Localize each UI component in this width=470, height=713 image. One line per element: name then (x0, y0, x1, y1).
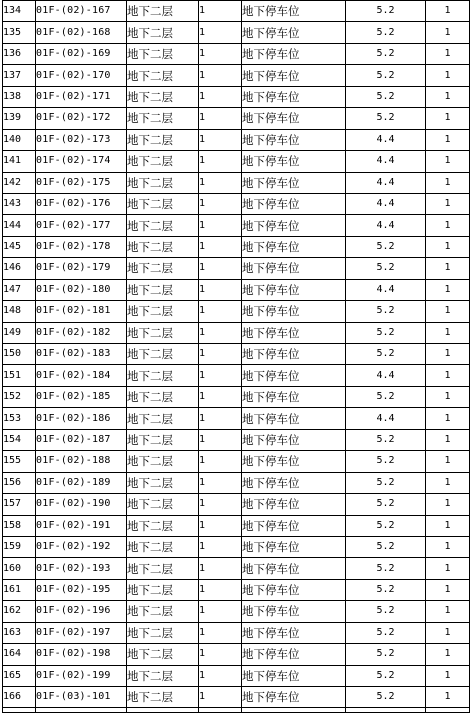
count-cell: 1 (426, 386, 470, 407)
empty-cell (242, 708, 346, 713)
count-cell: 1 (426, 108, 470, 129)
space-type-cell: 地下停车位 (242, 258, 346, 279)
space-code-cell: 01F-(02)-173 (36, 129, 127, 150)
space-type-cell: 地下停车位 (242, 494, 346, 515)
space-code-cell: 01F-(02)-191 (36, 515, 127, 536)
table-row (3, 536, 470, 557)
row-number-cell: 161 (3, 579, 36, 600)
space-code-cell: 01F-(02)-196 (36, 601, 127, 622)
floor-cell: 地下二层 (127, 258, 199, 279)
floor-cell: 地下二层 (127, 365, 199, 386)
space-type-cell: 地下停车位 (242, 129, 346, 150)
quantity-cell: 1 (199, 429, 242, 450)
quantity-cell: 1 (199, 515, 242, 536)
area-cell: 5.2 (346, 108, 426, 129)
count-cell: 1 (426, 301, 470, 322)
count-cell: 1 (426, 236, 470, 257)
quantity-cell: 1 (199, 215, 242, 236)
table-row (3, 322, 470, 343)
space-code-cell: 01F-(02)-171 (36, 86, 127, 107)
space-code-cell: 01F-(02)-199 (36, 665, 127, 686)
area-cell: 4.4 (346, 408, 426, 429)
space-code-cell: 01F-(02)-169 (36, 43, 127, 64)
quantity-cell: 1 (199, 451, 242, 472)
row-number-cell: 160 (3, 558, 36, 579)
empty-cell (127, 708, 199, 713)
row-number-cell: 143 (3, 193, 36, 214)
floor-cell: 地下二层 (127, 451, 199, 472)
count-cell: 1 (426, 65, 470, 86)
area-cell: 5.2 (346, 472, 426, 493)
space-type-cell: 地下停车位 (242, 65, 346, 86)
row-number-cell: 162 (3, 601, 36, 622)
row-number-cell: 156 (3, 472, 36, 493)
floor-cell: 地下二层 (127, 472, 199, 493)
table-row (3, 558, 470, 579)
row-number-cell: 151 (3, 365, 36, 386)
area-cell: 5.2 (346, 86, 426, 107)
floor-cell: 地下二层 (127, 65, 199, 86)
row-number-cell: 142 (3, 172, 36, 193)
table-row (3, 622, 470, 643)
space-code-cell: 01F-(02)-183 (36, 344, 127, 365)
quantity-cell: 1 (199, 43, 242, 64)
count-cell: 1 (426, 622, 470, 643)
space-code-cell: 01F-(02)-179 (36, 258, 127, 279)
space-type-cell: 地下停车位 (242, 215, 346, 236)
area-cell: 5.2 (346, 22, 426, 43)
row-number-cell: 152 (3, 386, 36, 407)
floor-cell: 地下二层 (127, 301, 199, 322)
table-row (3, 644, 470, 665)
quantity-cell: 1 (199, 386, 242, 407)
space-type-cell: 地下停车位 (242, 301, 346, 322)
space-code-cell: 01F-(02)-168 (36, 22, 127, 43)
row-number-cell: 145 (3, 236, 36, 257)
quantity-cell: 1 (199, 301, 242, 322)
count-cell: 1 (426, 536, 470, 557)
table-row (3, 86, 470, 107)
floor-cell: 地下二层 (127, 515, 199, 536)
count-cell: 1 (426, 451, 470, 472)
quantity-cell: 1 (199, 536, 242, 557)
space-type-cell: 地下停车位 (242, 86, 346, 107)
space-type-cell: 地下停车位 (242, 429, 346, 450)
space-type-cell: 地下停车位 (242, 558, 346, 579)
floor-cell: 地下二层 (127, 172, 199, 193)
area-cell: 4.4 (346, 172, 426, 193)
count-cell: 1 (426, 408, 470, 429)
space-type-cell: 地下停车位 (242, 365, 346, 386)
table-row (3, 215, 470, 236)
count-cell: 1 (426, 601, 470, 622)
table-row (3, 601, 470, 622)
quantity-cell: 1 (199, 494, 242, 515)
space-code-cell: 01F-(02)-188 (36, 451, 127, 472)
count-cell: 1 (426, 344, 470, 365)
space-type-cell: 地下停车位 (242, 451, 346, 472)
area-cell: 5.2 (346, 386, 426, 407)
row-number-cell: 146 (3, 258, 36, 279)
empty-cell (3, 708, 36, 713)
area-cell: 5.2 (346, 451, 426, 472)
count-cell: 1 (426, 515, 470, 536)
row-number-cell: 134 (3, 1, 36, 22)
quantity-cell: 1 (199, 665, 242, 686)
space-type-cell: 地下停车位 (242, 579, 346, 600)
space-code-cell: 01F-(02)-197 (36, 622, 127, 643)
area-cell: 5.2 (346, 601, 426, 622)
table-row (3, 258, 470, 279)
space-code-cell: 01F-(02)-181 (36, 301, 127, 322)
space-code-cell: 01F-(02)-190 (36, 494, 127, 515)
area-cell: 5.2 (346, 665, 426, 686)
space-code-cell: 01F-(02)-192 (36, 536, 127, 557)
space-code-cell: 01F-(02)-170 (36, 65, 127, 86)
count-cell: 1 (426, 494, 470, 515)
space-type-cell: 地下停车位 (242, 515, 346, 536)
row-number-cell: 136 (3, 43, 36, 64)
count-cell: 1 (426, 258, 470, 279)
count-cell: 1 (426, 429, 470, 450)
quantity-cell: 1 (199, 279, 242, 300)
space-code-cell: 01F-(02)-175 (36, 172, 127, 193)
space-code-cell: 01F-(02)-167 (36, 1, 127, 22)
row-number-cell: 138 (3, 86, 36, 107)
quantity-cell: 1 (199, 129, 242, 150)
table-row (3, 193, 470, 214)
area-cell: 5.2 (346, 258, 426, 279)
row-number-cell: 154 (3, 429, 36, 450)
table-body (3, 1, 470, 713)
space-type-cell: 地下停车位 (242, 386, 346, 407)
table-row (3, 43, 470, 64)
row-number-cell: 147 (3, 279, 36, 300)
table-row (3, 365, 470, 386)
quantity-cell: 1 (199, 558, 242, 579)
space-code-cell: 01F-(02)-189 (36, 472, 127, 493)
table-row (3, 665, 470, 686)
count-cell: 1 (426, 151, 470, 172)
space-type-cell: 地下停车位 (242, 322, 346, 343)
quantity-cell: 1 (199, 408, 242, 429)
table-row (3, 172, 470, 193)
space-code-cell: 01F-(02)-177 (36, 215, 127, 236)
floor-cell: 地下二层 (127, 579, 199, 600)
quantity-cell: 1 (199, 86, 242, 107)
table-row (3, 515, 470, 536)
space-code-cell: 01F-(02)-172 (36, 108, 127, 129)
table-row (3, 472, 470, 493)
space-type-cell: 地下停车位 (242, 472, 346, 493)
space-type-cell: 地下停车位 (242, 344, 346, 365)
count-cell: 1 (426, 322, 470, 343)
table-row (3, 1, 470, 22)
count-cell: 1 (426, 1, 470, 22)
floor-cell: 地下二层 (127, 22, 199, 43)
space-code-cell: 01F-(02)-178 (36, 236, 127, 257)
floor-cell: 地下二层 (127, 43, 199, 64)
quantity-cell: 1 (199, 108, 242, 129)
row-number-cell: 135 (3, 22, 36, 43)
empty-cell (346, 708, 426, 713)
table-row-cutoff (3, 708, 470, 713)
count-cell: 1 (426, 22, 470, 43)
row-number-cell: 163 (3, 622, 36, 643)
space-type-cell: 地下停车位 (242, 601, 346, 622)
area-cell: 4.4 (346, 215, 426, 236)
quantity-cell: 1 (199, 687, 242, 708)
table-row (3, 129, 470, 150)
table-row (3, 451, 470, 472)
count-cell: 1 (426, 172, 470, 193)
area-cell: 5.2 (346, 429, 426, 450)
space-type-cell: 地下停车位 (242, 43, 346, 64)
quantity-cell: 1 (199, 644, 242, 665)
floor-cell: 地下二层 (127, 536, 199, 557)
space-type-cell: 地下停车位 (242, 1, 346, 22)
space-type-cell: 地下停车位 (242, 622, 346, 643)
area-cell: 5.2 (346, 301, 426, 322)
area-cell: 4.4 (346, 151, 426, 172)
table-row (3, 494, 470, 515)
quantity-cell: 1 (199, 258, 242, 279)
quantity-cell: 1 (199, 236, 242, 257)
row-number-cell: 149 (3, 322, 36, 343)
floor-cell: 地下二层 (127, 558, 199, 579)
floor-cell: 地下二层 (127, 665, 199, 686)
table-row (3, 279, 470, 300)
quantity-cell: 1 (199, 365, 242, 386)
row-number-cell: 153 (3, 408, 36, 429)
area-cell: 5.2 (346, 65, 426, 86)
table-row (3, 429, 470, 450)
space-code-cell: 01F-(02)-187 (36, 429, 127, 450)
space-type-cell: 地下停车位 (242, 644, 346, 665)
area-cell: 4.4 (346, 279, 426, 300)
floor-cell: 地下二层 (127, 279, 199, 300)
floor-cell: 地下二层 (127, 408, 199, 429)
floor-cell: 地下二层 (127, 429, 199, 450)
floor-cell: 地下二层 (127, 344, 199, 365)
count-cell: 1 (426, 472, 470, 493)
empty-cell (426, 708, 470, 713)
area-cell: 4.4 (346, 129, 426, 150)
row-number-cell: 139 (3, 108, 36, 129)
row-number-cell: 150 (3, 344, 36, 365)
row-number-cell: 159 (3, 536, 36, 557)
table-row (3, 236, 470, 257)
row-number-cell: 148 (3, 301, 36, 322)
floor-cell: 地下二层 (127, 129, 199, 150)
quantity-cell: 1 (199, 601, 242, 622)
parking-space-table (2, 0, 470, 713)
table-row (3, 301, 470, 322)
table-row (3, 108, 470, 129)
floor-cell: 地下二层 (127, 622, 199, 643)
count-cell: 1 (426, 129, 470, 150)
row-number-cell: 166 (3, 687, 36, 708)
space-type-cell: 地下停车位 (242, 408, 346, 429)
count-cell: 1 (426, 215, 470, 236)
area-cell: 5.2 (346, 644, 426, 665)
empty-cell (36, 708, 127, 713)
space-type-cell: 地下停车位 (242, 279, 346, 300)
area-cell: 5.2 (346, 43, 426, 64)
floor-cell: 地下二层 (127, 236, 199, 257)
count-cell: 1 (426, 86, 470, 107)
space-code-cell: 01F-(03)-101 (36, 687, 127, 708)
space-code-cell: 01F-(02)-198 (36, 644, 127, 665)
space-type-cell: 地下停车位 (242, 665, 346, 686)
space-type-cell: 地下停车位 (242, 536, 346, 557)
space-code-cell: 01F-(02)-180 (36, 279, 127, 300)
quantity-cell: 1 (199, 22, 242, 43)
row-number-cell: 137 (3, 65, 36, 86)
count-cell: 1 (426, 687, 470, 708)
table-row (3, 65, 470, 86)
space-code-cell: 01F-(02)-185 (36, 386, 127, 407)
space-code-cell: 01F-(02)-184 (36, 365, 127, 386)
area-cell: 5.2 (346, 1, 426, 22)
area-cell: 5.2 (346, 322, 426, 343)
table-row (3, 22, 470, 43)
quantity-cell: 1 (199, 344, 242, 365)
quantity-cell: 1 (199, 322, 242, 343)
floor-cell: 地下二层 (127, 322, 199, 343)
count-cell: 1 (426, 579, 470, 600)
floor-cell: 地下二层 (127, 86, 199, 107)
space-code-cell: 01F-(02)-174 (36, 151, 127, 172)
table-row (3, 386, 470, 407)
row-number-cell: 158 (3, 515, 36, 536)
quantity-cell: 1 (199, 472, 242, 493)
floor-cell: 地下二层 (127, 108, 199, 129)
count-cell: 1 (426, 193, 470, 214)
count-cell: 1 (426, 558, 470, 579)
area-cell: 4.4 (346, 365, 426, 386)
count-cell: 1 (426, 279, 470, 300)
space-code-cell: 01F-(02)-176 (36, 193, 127, 214)
row-number-cell: 164 (3, 644, 36, 665)
space-code-cell: 01F-(02)-195 (36, 579, 127, 600)
count-cell: 1 (426, 665, 470, 686)
area-cell: 4.4 (346, 193, 426, 214)
table-row (3, 687, 470, 708)
area-cell: 5.2 (346, 622, 426, 643)
quantity-cell: 1 (199, 622, 242, 643)
count-cell: 1 (426, 365, 470, 386)
count-cell: 1 (426, 43, 470, 64)
floor-cell: 地下二层 (127, 644, 199, 665)
quantity-cell: 1 (199, 193, 242, 214)
area-cell: 5.2 (346, 536, 426, 557)
quantity-cell: 1 (199, 172, 242, 193)
area-cell: 5.2 (346, 515, 426, 536)
table-row (3, 344, 470, 365)
floor-cell: 地下二层 (127, 1, 199, 22)
table-row (3, 408, 470, 429)
space-type-cell: 地下停车位 (242, 172, 346, 193)
quantity-cell: 1 (199, 65, 242, 86)
area-cell: 5.2 (346, 494, 426, 515)
space-code-cell: 01F-(02)-193 (36, 558, 127, 579)
empty-cell (199, 708, 242, 713)
quantity-cell: 1 (199, 151, 242, 172)
space-type-cell: 地下停车位 (242, 236, 346, 257)
table-row (3, 579, 470, 600)
row-number-cell: 157 (3, 494, 36, 515)
floor-cell: 地下二层 (127, 193, 199, 214)
floor-cell: 地下二层 (127, 386, 199, 407)
floor-cell: 地下二层 (127, 494, 199, 515)
floor-cell: 地下二层 (127, 151, 199, 172)
space-type-cell: 地下停车位 (242, 108, 346, 129)
space-code-cell: 01F-(02)-182 (36, 322, 127, 343)
area-cell: 5.2 (346, 579, 426, 600)
table-row (3, 151, 470, 172)
area-cell: 5.2 (346, 344, 426, 365)
row-number-cell: 155 (3, 451, 36, 472)
floor-cell: 地下二层 (127, 215, 199, 236)
area-cell: 5.2 (346, 558, 426, 579)
space-type-cell: 地下停车位 (242, 687, 346, 708)
space-type-cell: 地下停车位 (242, 151, 346, 172)
row-number-cell: 165 (3, 665, 36, 686)
count-cell: 1 (426, 644, 470, 665)
floor-cell: 地下二层 (127, 601, 199, 622)
row-number-cell: 144 (3, 215, 36, 236)
area-cell: 5.2 (346, 687, 426, 708)
quantity-cell: 1 (199, 1, 242, 22)
space-code-cell: 01F-(02)-186 (36, 408, 127, 429)
area-cell: 5.2 (346, 236, 426, 257)
space-type-cell: 地下停车位 (242, 193, 346, 214)
space-type-cell: 地下停车位 (242, 22, 346, 43)
row-number-cell: 141 (3, 151, 36, 172)
row-number-cell: 140 (3, 129, 36, 150)
floor-cell: 地下二层 (127, 687, 199, 708)
quantity-cell: 1 (199, 579, 242, 600)
